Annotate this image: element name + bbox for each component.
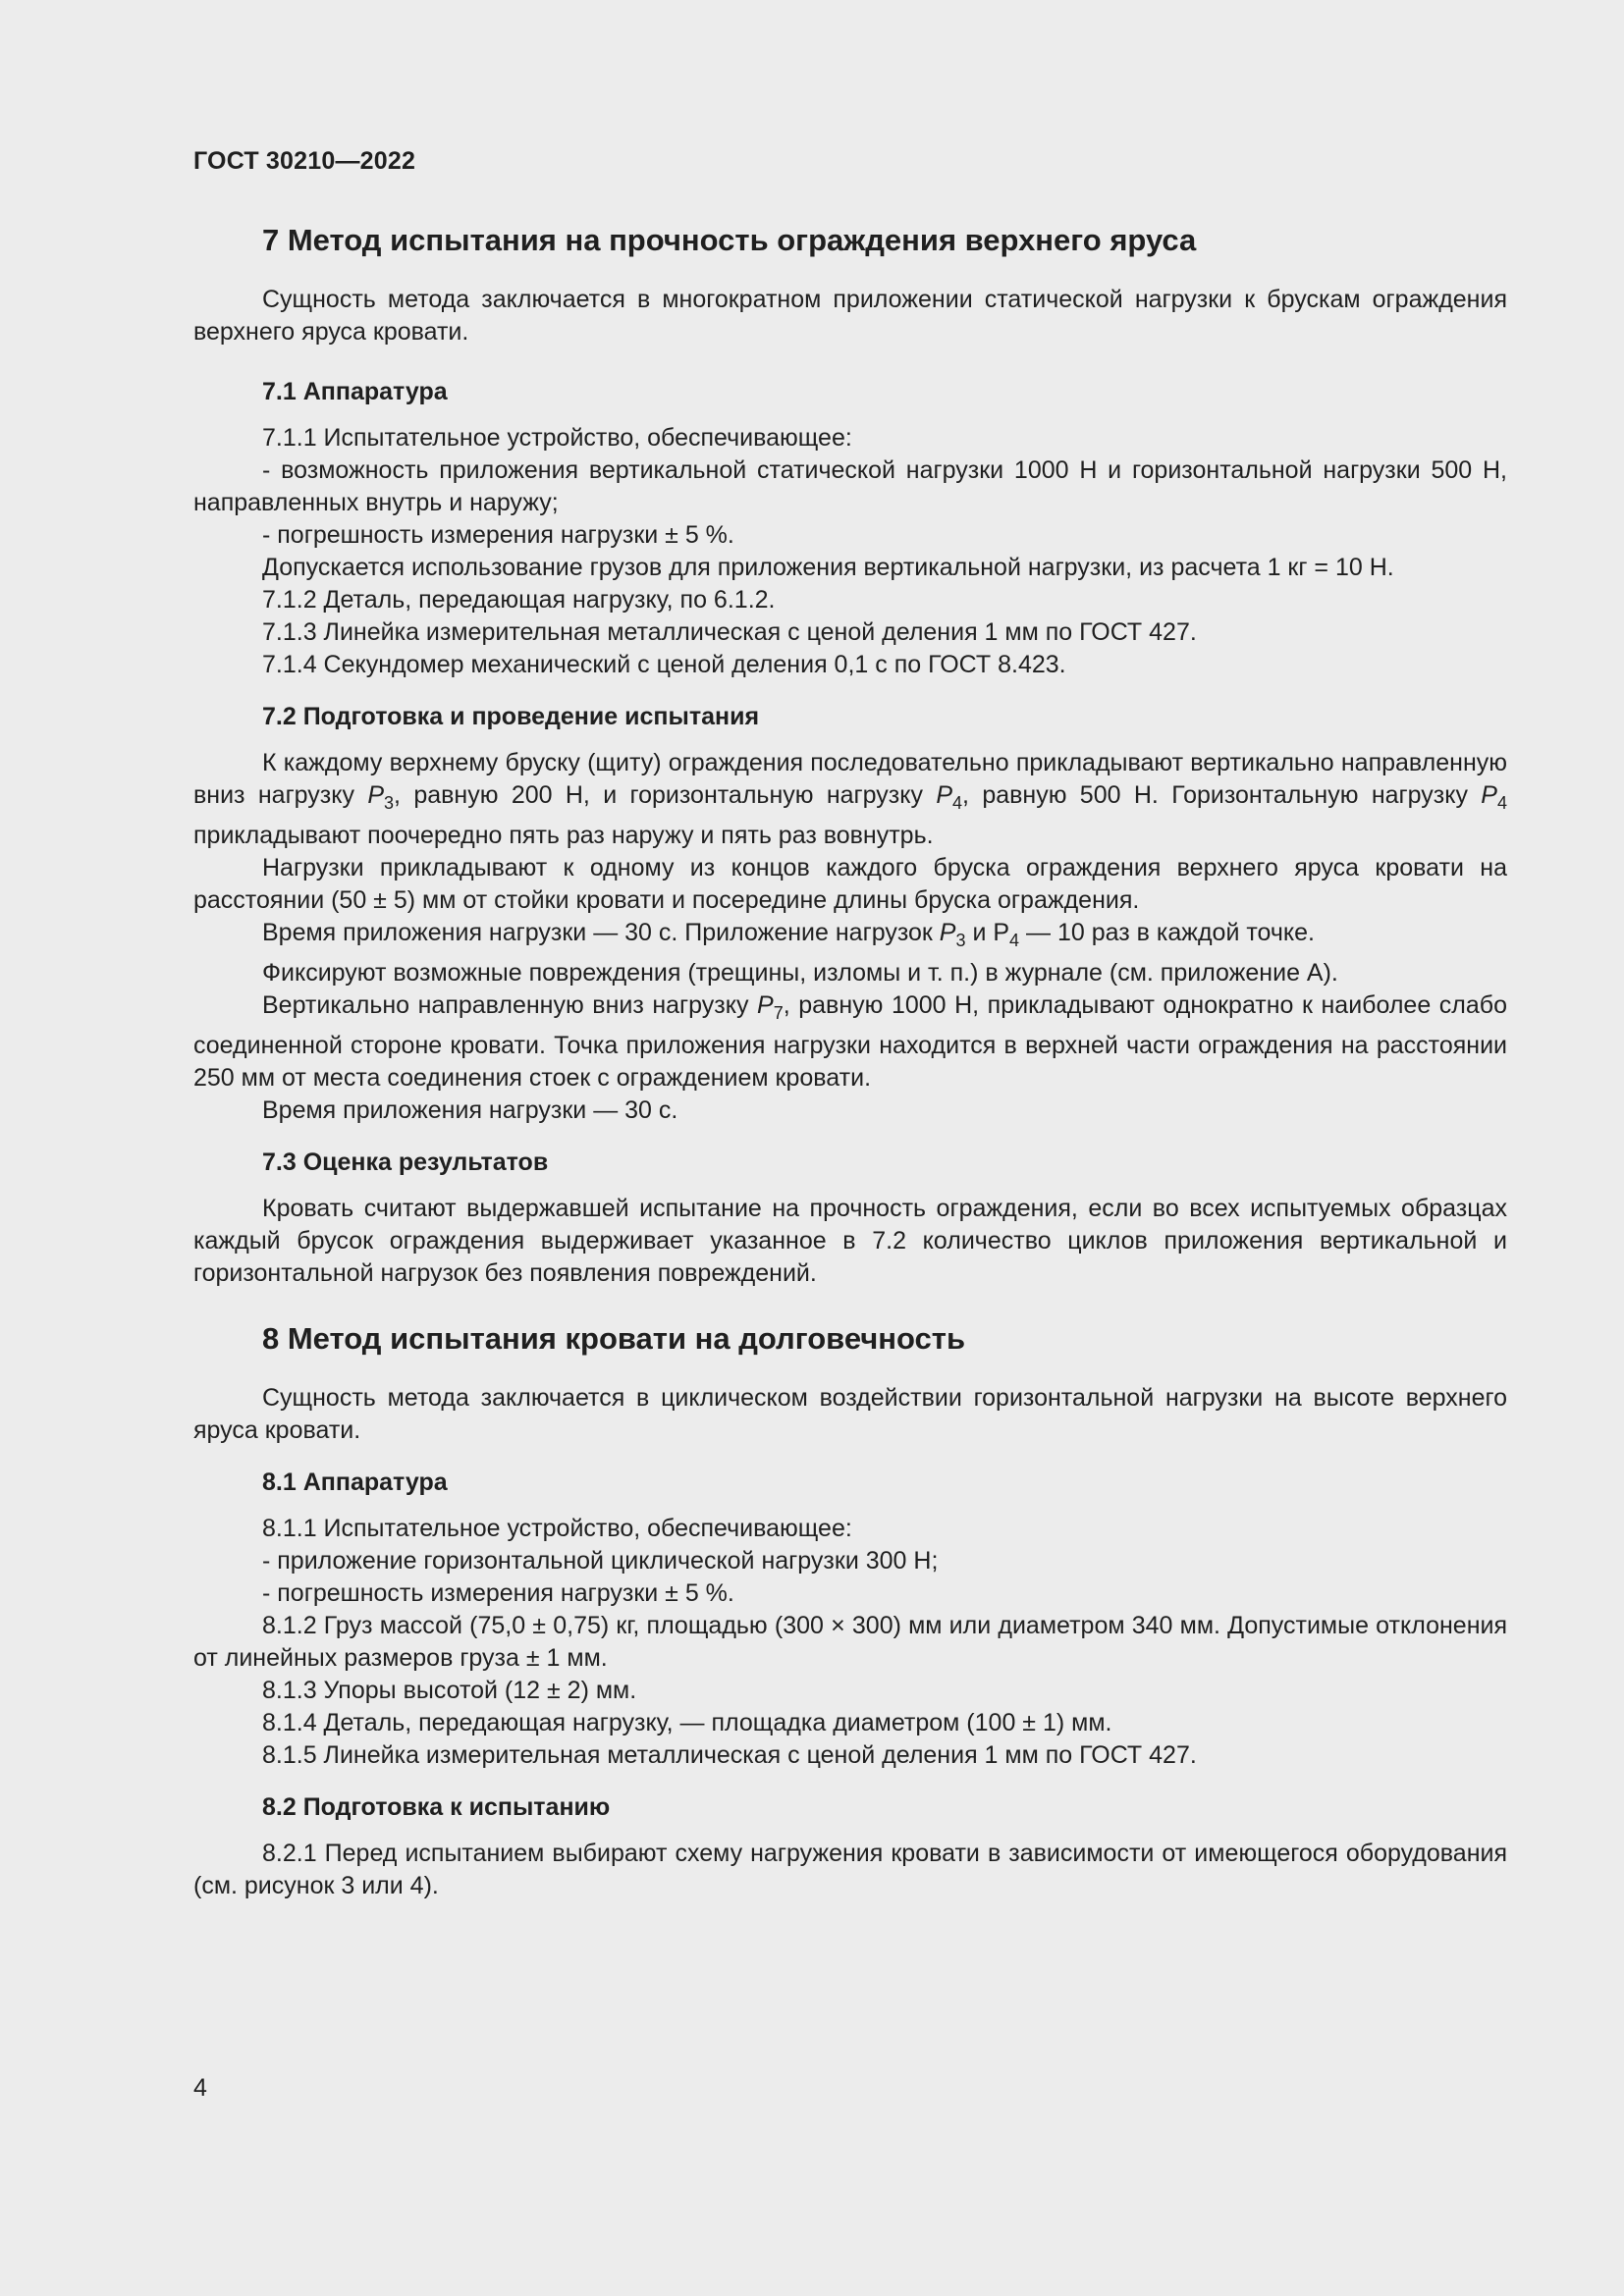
paragraph-8-2-1: 8.2.1 Перед испытанием выбирают схему нагружения кровати в зависимости от имеющегося оборудования (см. рисунок 3 или 4). xyxy=(193,1840,1507,1899)
paragraph-7-2-5: Вертикально направленную вниз нагрузку $P_7$, равную 1000 Н, прикладывают однократно к наиболее слабо соединенной стороне кровати. Точка приложения нагрузки находится в верхней части ограждения на расстоянии 250 мм от места соединения стоек с ограждением кровати. xyxy=(193,991,1508,1092)
section-7-3-title: 7.3 Оценка результатов xyxy=(262,1148,549,1176)
paragraph-7-2-3: Время приложения нагрузки — 30 с. Приложение нагрузок $P_3$ и $Р_4$ — 10 раз в каждой точке. xyxy=(262,919,1315,950)
document-body xyxy=(193,221,1507,1902)
section-8-intro: Сущность метода заключается в циклическом воздействии горизонтальной нагрузки на высоте верхнего яруса кровати. xyxy=(193,1384,1507,1444)
paragraph-7-1-1: 7.1.1 Испытательное устройство, обеспечивающее: xyxy=(262,424,852,452)
document-header: ГОСТ 30210—2022 xyxy=(193,147,416,175)
paragraph-7-1-4: 7.1.4 Секундомер механический с ценой деления 0,1 с по ГОСТ 8.423. xyxy=(262,651,1066,678)
page-number: 4 xyxy=(193,2074,207,2102)
list-item-7-1-1-b: - погрешность измерения нагрузки ± 5 %. xyxy=(262,521,734,549)
paragraph-8-1-1: 8.1.1 Испытательное устройство, обеспечивающее: xyxy=(262,1515,852,1542)
paragraph-8-1-4: 8.1.4 Деталь, передающая нагрузку, — площадка диаметром (100 ± 1) мм. xyxy=(262,1709,1112,1736)
document-page xyxy=(193,0,1507,2296)
section-7-1-title: 7.1 Аппаратура xyxy=(262,378,448,405)
section-7-2-title: 7.2 Подготовка и проведение испытания xyxy=(262,703,760,730)
section-7-title: 7 Метод испытания на прочность ограждения верхнего яруса xyxy=(262,223,1197,257)
paragraph-7-1-3: 7.1.3 Линейка измерительная металлическая с ценой деления 1 мм по ГОСТ 427. xyxy=(262,618,1197,646)
paragraph-7-1-2: 7.1.2 Деталь, передающая нагрузку, по 6.1.2. xyxy=(262,586,776,614)
paragraph-7-2-1: К каждому верхнему бруску (щиту) ограждения последовательно прикладывают вертикально направленную вниз нагрузку $P_3$, равную 200 Н, и горизонтальную нагрузку $P_4$, равную 500 Н. Горизонтальную нагрузку $P_4$ прикладывают поочередно пять раз наружу и пять раз вовнутрь. xyxy=(193,749,1507,849)
section-7-intro: Сущность метода заключается в многократном приложении статической нагрузки к брускам ограждения верхнего яруса кровати. xyxy=(193,286,1507,346)
paragraph-8-1-5: 8.1.5 Линейка измерительная металлическая с ценой деления 1 мм по ГОСТ 427. xyxy=(262,1741,1197,1769)
paragraph-7-2-4: Фиксируют возможные повреждения (трещины, изломы и т. п.) в журнале (см. приложение А). xyxy=(262,959,1338,987)
section-8-1-title: 8.1 Аппаратура xyxy=(262,1468,448,1496)
list-item-8-1-1-b: - погрешность измерения нагрузки ± 5 %. xyxy=(262,1579,734,1607)
section-8-title: 8 Метод испытания кровати на долговечность xyxy=(262,1321,966,1356)
section-8-2-title: 8.2 Подготовка к испытанию xyxy=(262,1793,611,1821)
paragraph-8-1-2: 8.1.2 Груз массой (75,0 ± 0,75) кг, площадью (300 × 300) мм или диаметром 340 мм. Допустимые отклонения от линейных размеров груза ± 1 мм. xyxy=(193,1612,1507,1672)
paragraph-8-1-3: 8.1.3 Упоры высотой (12 ± 2) мм. xyxy=(262,1677,637,1704)
list-item-8-1-1-a: - приложение горизонтальной циклической нагрузки 300 Н; xyxy=(262,1547,939,1575)
paragraph-7-3-1: Кровать считают выдержавшей испытание на прочность ограждения, если во всех испытуемых образцах каждый брусок ограждения выдерживает указанное в 7.2 количество циклов приложения вертикальной и горизонтальной нагрузок без появления повреждений. xyxy=(193,1195,1507,1287)
paragraph-7-1-note: Допускается использование грузов для приложения вертикальной нагрузки, из расчета 1 кг = 10 Н. xyxy=(262,554,1394,581)
list-item-7-1-1-a: - возможность приложения вертикальной статической нагрузки 1000 Н и горизонтальной нагрузки 500 Н, направленных внутрь и наружу; xyxy=(193,456,1507,516)
paragraph-7-2-6: Время приложения нагрузки — 30 с. xyxy=(262,1096,678,1124)
paragraph-7-2-2: Нагрузки прикладывают к одному из концов каждого бруска ограждения верхнего яруса кровати на расстоянии (50 ± 5) мм от стойки кровати и посередине длины бруска ограждения. xyxy=(193,854,1507,914)
